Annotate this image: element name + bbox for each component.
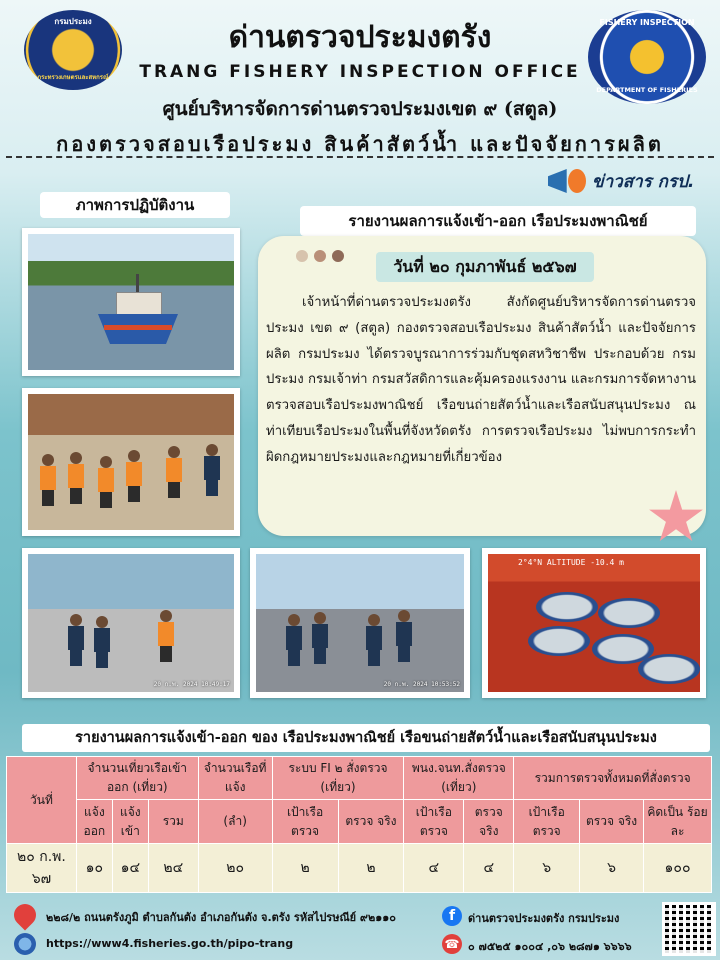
news-badge [548, 166, 694, 196]
phone-icon: ☎ [442, 934, 462, 954]
value-cell: ๖ [580, 844, 644, 893]
subheader-cell: ตรวจ จริง [464, 800, 514, 844]
column-header-date: วันที่ [7, 757, 77, 844]
subheader-cell: เป้าเรือ ตรวจ [272, 800, 338, 844]
globe-icon [14, 933, 36, 955]
subheader-cell: แจ้ง ออก [76, 800, 112, 844]
operations-photos-heading: ภาพการปฏิบัติงาน [40, 192, 230, 218]
value-cell: ๑๔ [112, 844, 148, 893]
photo-pier-inspection [250, 548, 470, 698]
camera-readout: 2°4°N ALTITUDE -10.4 m [518, 558, 624, 567]
column-header-total: รวมการตรวจทั้งหมดที่สั่งตรวจ [514, 757, 712, 800]
subheader-cell: (ลำ) [198, 800, 272, 844]
department-of-fisheries-logo [24, 10, 122, 90]
qr-code-icon [662, 902, 716, 956]
logo-left-bottom-text: กระทรวงเกษตรและสหกรณ์ [37, 74, 109, 81]
megaphone-icon [548, 167, 588, 195]
subheader-cell: เป้าเรือ ตรวจ [404, 800, 464, 844]
report-body: เจ้าหน้าที่ด่านตรวจประมงตรัง สังกัดศูนย์บริหารจัดการด่านตรวจประมง เขต ๙ (สตูล) กองตรวจสอบเรือประมง สินค้าสัตว์น้ำ และปัจจัยการผลิต กรมประมง ได้ตรวจบูรณาการร่วมกับชุดสหวิชาชีพ ประกอบด้วย กรมประมง กรมเจ้าท่า กรมสวัสดิการและคุ้มครองแรงงาน และกรมการจัดหางาน ตรวจสอบเรือประมงพาณิชย์ เรือขนถ่ายสัตว์น้ำและเรือสนับสนุนประมง ณ ท่าเทียบเรือประมงในพื้นที่จังหวัดตรัง การตรวจเรือประมง ไม่พบการกระทำผิดกฎหมายประมงและกฎหมายที่เกี่ยวข้อง [266, 295, 696, 465]
logo-right-top-text: FISHERY INSPECTION [599, 18, 695, 27]
photo-fishing-boat [22, 228, 240, 376]
value-cell: ๒ [338, 844, 404, 893]
column-header-boats: จำนวนเรือที่แจ้ง [198, 757, 272, 800]
facebook-icon: f [442, 906, 462, 926]
logo-left-top-text: กรมประมง [54, 17, 92, 26]
photo-timestamp: 20 ก.พ. 2024 10:53:52 [383, 681, 460, 688]
table-subheader-row [7, 800, 712, 844]
photo-officers-with-crew [22, 548, 240, 698]
column-header-trips: จำนวนเที่ยวเรือเข้าออก (เที่ยว) [76, 757, 198, 800]
statistics-table [6, 756, 712, 893]
center-subtitle: ศูนย์บริหารจัดการด่านตรวจประมงเขต ๙ (สตูล) [162, 98, 558, 120]
decorative-dots [296, 250, 344, 262]
date-cell: ๒๐ ก.พ. ๖๗ [7, 844, 77, 893]
news-label: ข่าวสาร กรป. [592, 171, 695, 192]
value-cell: ๑๐ [76, 844, 112, 893]
office-english-title: TRANG FISHERY INSPECTION OFFICE [139, 62, 581, 82]
footer-phone: ๐ ๗๕๒๕ ๑๐๐๔ ,๐๖ ๒๘๗๑ ๖๖๖๖ [468, 940, 632, 953]
photo-fish-catch [482, 548, 706, 698]
value-cell: ๒ [272, 844, 338, 893]
office-title: ด่านตรวจประมงตรัง [228, 20, 492, 55]
report-heading: รายงานผลการแจ้งเข้า-ออก เรือประมงพาณิชย์ [300, 206, 696, 236]
footer-address: ๒๒๘/๒ ถนนตรังภูมิ ตำบลกันตัง อำเภอกันตัง จ.ตรัง รหัสไปรษณีย์ ๙๒๑๑๐ [46, 911, 396, 924]
header-divider [6, 156, 714, 158]
value-cell: ๒๔ [148, 844, 198, 893]
division-subtitle: กองตรวจสอบเรือประมง สินค้าสัตว์น้ำ และปัจจัยการผลิต [56, 132, 664, 156]
fishery-inspection-logo [588, 10, 706, 104]
table-header-row [7, 757, 712, 800]
fishing-boat-illustration [98, 274, 178, 344]
subheader-cell: ตรวจ จริง [338, 800, 404, 844]
subheader-cell: เป้าเรือ ตรวจ [514, 800, 580, 844]
footer-facebook-page[interactable]: ด่านตรวจประมงตรัง กรมประมง [468, 912, 620, 925]
table-title: รายงานผลการแจ้งเข้า-ออก ของ เรือประมงพาณิชย์ เรือขนถ่ายสัตว์น้ำและเรือสนับสนุนประมง [22, 724, 710, 752]
value-cell: ๔ [464, 844, 514, 893]
value-cell: ๑๐๐ [644, 844, 712, 893]
column-header-officer: พนง.จนท.สั่งตรวจ (เที่ยว) [404, 757, 514, 800]
value-cell: ๔ [404, 844, 464, 893]
value-cell: ๒๐ [198, 844, 272, 893]
subheader-cell: คิดเป็น ร้อยละ [644, 800, 712, 844]
subheader-cell: รวม [148, 800, 198, 844]
subheader-cell: ตรวจ จริง [580, 800, 644, 844]
column-header-fi2: ระบบ FI ๒ สั่งตรวจ (เที่ยว) [272, 757, 404, 800]
logo-right-bottom-text: DEPARTMENT OF FISHERIES [596, 86, 698, 94]
report-date: วันที่ ๒๐ กุมภาพันธ์ ๒๕๖๗ [376, 252, 594, 282]
subheader-cell: แจ้ง เข้า [112, 800, 148, 844]
value-cell: ๖ [514, 844, 580, 893]
location-pin-icon [9, 899, 40, 930]
photo-timestamp: 20 ก.พ. 2024 10:49:17 [153, 681, 230, 688]
photo-crew-inspection [22, 388, 240, 536]
table-row [7, 844, 712, 893]
footer-website-link[interactable]: https://www4.fisheries.go.th/pipo-trang [46, 937, 294, 950]
